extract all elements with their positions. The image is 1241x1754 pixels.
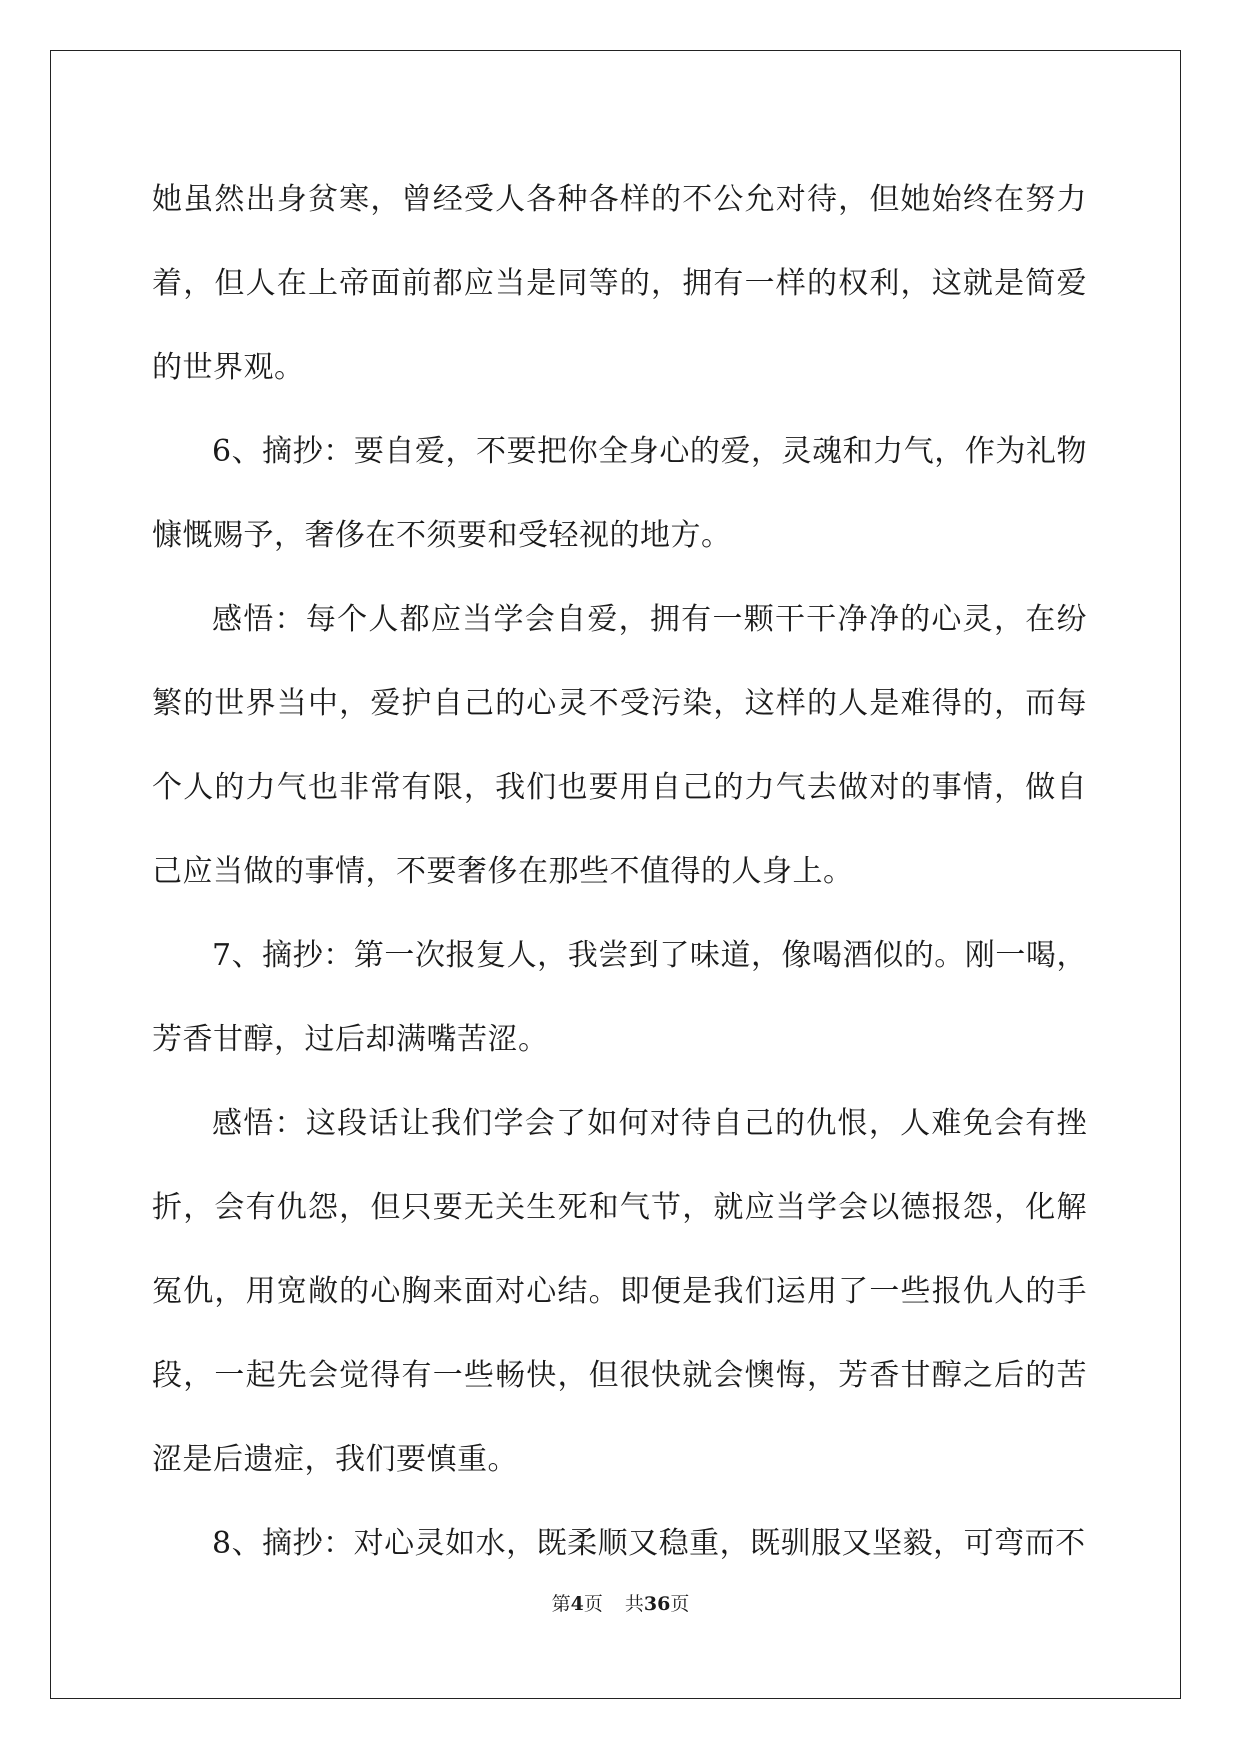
- footer-total-pages: 36: [643, 1593, 671, 1615]
- footer-page-number: 4: [570, 1593, 584, 1615]
- paragraph-3: 感悟：每个人都应当学会自爱，拥有一颗干干净净的心灵，在纷繁的世界当中，爱护自己的心灵不受污染，这样的人是难得的，而每个人的力气也非常有限，我们也要用自己的力气去做对的事情，做自己应当做的事情，不要奢侈在那些不值得的人身上。: [152, 602, 1087, 889]
- footer-page-suffix: 页: [583, 1593, 603, 1615]
- paragraph-2: 6、摘抄：要自爱，不要把你全身心的爱，灵魂和力气，作为礼物慷慨赐予，奢侈在不须要和受轻视的地方。: [152, 434, 1087, 553]
- paragraph-4: 7、摘抄：第一次报复人，我尝到了味道，像喝酒似的。刚一喝，芳香甘醇，过后却满嘴苦涩。: [152, 938, 1087, 1057]
- paragraph-6: 8、摘抄：对心灵如水，既柔顺又稳重，既驯服又坚毅，可弯而不: [212, 1526, 1086, 1561]
- footer-total-prefix: 共: [624, 1593, 644, 1615]
- page-footer: [0, 1589, 1241, 1616]
- footer-prefix: 第: [551, 1593, 571, 1615]
- footer-total-suffix: 页: [670, 1593, 690, 1615]
- paragraph-1: 她虽然出身贫寒，曾经受人各种各样的不公允对待，但她始终在努力着，但人在上帝面前都应当是同等的，拥有一样的权利，这就是简爱的世界观。: [152, 182, 1087, 385]
- document-body: [152, 158, 1087, 1586]
- paragraph-5: 感悟：这段话让我们学会了如何对待自己的仇恨，人难免会有挫折，会有仇怨，但只要无关生死和气节，就应当学会以德报怨，化解冤仇，用宽敞的心胸来面对心结。即便是我们运用了一些报仇人的手段，一起先会觉得有一些畅快，但很快就会懊悔，芳香甘醇之后的苦涩是后遗症，我们要慎重。: [152, 1106, 1087, 1477]
